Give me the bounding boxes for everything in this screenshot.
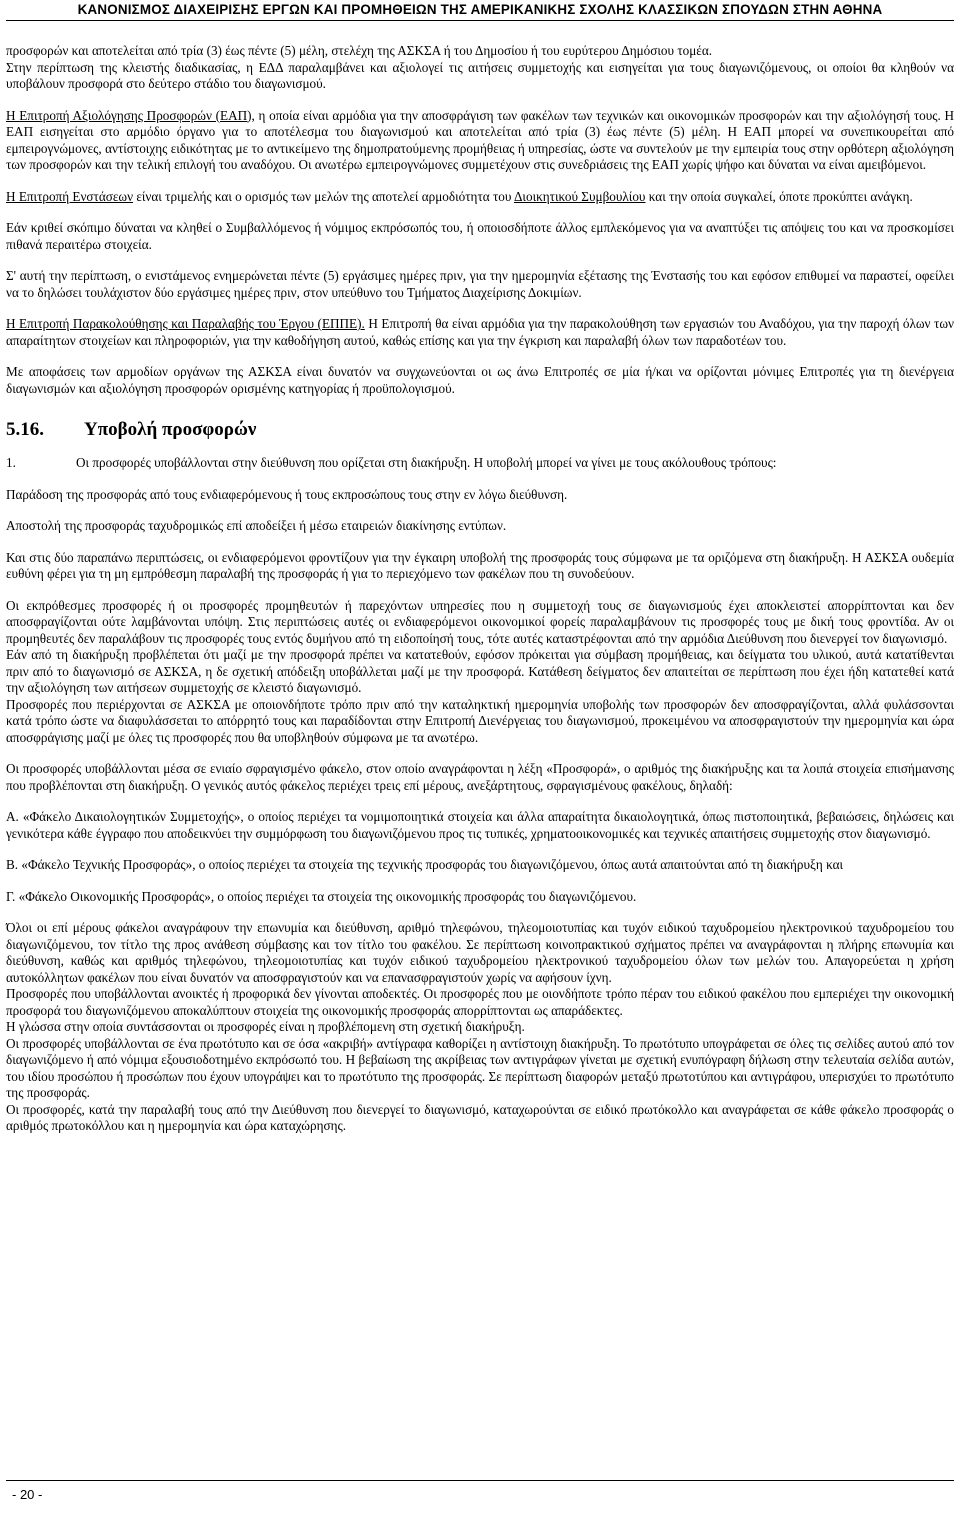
paragraph-folder-a: Α. «Φάκελο Δικαιολογητικών Συμμετοχής», ο οποίος περιέχει τα νομιμοποιητικά στοιχεία και άλλα απαραίτητα δικαιολογητικά, όπως πιστοποιητικά, βεβαιώσεις, δηλώσεις και γενικότερα κάθε έγγραφο που αποδεικνύει την συμμόρφωση του διαγωνιζόμενου προς τις τυπικές, χρηματοοικονομικές και τεχνικές απαιτήσεις συμμετοχής στον διαγωνισμό. [6,809,954,841]
paragraph: Προσφορές που περιέρχονται σε ΑΣΚΣΑ με οποιονδήποτε τρόπο πριν από την καταληκτική ημερομηνία υποβολής των προσφορών δεν αποσφραγίζονται, αλλά φυλάσσονται κατά τρόπο ώστε να διαφυλάσσεται το απόρρητό τους και παραδίδονται στην Επιτροπή Διενέργειας του διαγωνισμού, προκειμένου να αποσφραγιστούν την ημερομηνία και ώρα αποσφράγισης μαζί με όλες τις προσφορές που θα υποβληθούν σύμφωνα με τα ανωτέρω. [6,696,954,745]
page-number: - 20 - [12,1487,43,1502]
committee-name: Η Επιτροπή Παρακολούθησης και Παραλαβής του Έργου (ΕΠΠΕ). [6,316,365,331]
paragraph-text: η οποία είναι αρμόδια για την αποσφράγιση των φακέλων των τεχνικών και οικονομικών προσφορών και την αξιολόγησή τους. Η ΕΑΠ εισηγείται στο αρμόδιο όργανο για το αποτέλεσμα του διαγωνισμού και αποτελείται από τρία (3) έως πέντε (5) μέλη. Η ΕΑΠ μπορεί να συνεπικουρείται από εμπειρογνώμονες, αντίστοιχης ειδικότητας με το αντικείμενο της δημοπρατούμενης προμήθειας ή υπηρεσίας, ώστε να συντελούν με την εμπειρία τους στην ορθότερη αξιολόγηση των προσφορών και την τελική επιλογή του αναδόχου. Οι ανωτέρω εμπειρογνώμονες συμμετέχουν στις συνεδριάσεις της ΕΑΠ χωρίς ψήφο και δύναται να είναι αμειβόμενοι. [6,107,954,172]
page-content [6,21,954,1135]
paragraph-text: Η Επιτροπή θα είναι αρμόδια για την παρακολούθηση των εργασιών του Αναδόχου, για την παροχή όλων των απαραίτητων στοιχείων και πληροφοριών, για την καθοδήγηση αυτού, καθώς επίσης και για την έγκριση και παραλαβή όλων των παραδοτέων του. [6,316,954,348]
paragraph: Οι προσφορές υποβάλλονται μέσα σε ενιαίο σφραγισμένο φάκελο, στον οποίο αναγράφονται η λέξη «Προσφορά», ο αριθμός της διακήρυξης και τα λοιπά στοιχεία επισήμανσης που προβλέπονται στη διακήρυξη. Ο γενικός αυτός φάκελος περιέχει τρεις επί μέρους, ανεξάρτητους, σφραγισμένους φακέλους, δηλαδή: [6,761,954,793]
running-header: ΚΑΝΟΝΙΣΜΟΣ ΔΙΑΧΕΙΡΙΣΗΣ ΕΡΓΩΝ ΚΑΙ ΠΡΟΜΗΘΕΙΩΝ ΤΗΣ ΑΜΕΡΙΚΑΝΙΚΗΣ ΣΧΟΛΗΣ ΚΛΑΣΣΙΚΩΝ ΣΠΟΥΔΩΝ ΣΤΗΝ ΑΘΗΝΑ [77,2,883,17]
paragraph: Στην περίπτωση της κλειστής διαδικασίας, η ΕΔΔ παραλαμβάνει και αξιολογεί τις αιτήσεις συμμετοχής και εισηγείται για τους διαγωνιζόμενους, οι οποίοι θα κληθούν να υποβάλουν προσφορά στο δεύτερο στάδιο του διαγωνισμού. [6,59,954,91]
paragraph-text: είναι τριμελής και ο ορισμός των μελών της αποτελεί αρμοδιότητα του [133,188,514,204]
paragraph: Η γλώσσα στην οποία συντάσσονται οι προσφορές είναι η προβλέπομενη στη σχετική διακήρυξη. [6,1019,525,1034]
paragraph: Σ' αυτή την περίπτωση, ο ενιστάμενος ενημερώνεται πέντε (5) εργάσιμες ημέρες πριν, για την ημερομηνία εξέτασης της Ένστασής του και εφόσον επιθυμεί να παραστεί, οφείλει να το δηλώσει τουλάχιστον δύο εργάσιμες ημέρες πριν, στον υπεύθυνο του Τμήματος Διαχείρισης Δοκιμίων. [6,268,954,300]
paragraph: Οι εκπρόθεσμες προσφορές ή οι προσφορές προμηθευτών ή παρεχόντων υπηρεσίες που η συμμετοχή τους σε διαγωνισμούς έχει αποκλειστεί απορρίπτονται και δεν αποσφραγίζονται ούτε λαμβάνονται υπόψη. Στις περιπτώσεις αυτές οι ενδιαφερόμενοι οικονομικοί φορείς παραλαμβάνουν τις προσφορές τους με δική τους φροντίδα. Αν οι προμηθευτές δεν παραλάβουν τις προσφορές τους εντός δυμήνου από τη ειδοποίησή τους, τότε αυτές καταστρέφονται από την αρμόδια Διεύθυνση που διενεργεί τον διαγωνισμό. [6,597,954,646]
board-name: Διοικητικού Συμβουλίου [513,188,646,204]
section-title: Υποβολή προσφορών [84,419,257,440]
paragraph: Εάν κριθεί σκόπιμο δύναται να κληθεί ο Συμβαλλόμενος ή νόμιμος εκπρόσωπός του, ή οποιοσδήποτε άλλος εμπλεκόμενος για να αναπτύξει τις απόψεις του και να προσκομίσει πιθανά περαιτέρω στοιχεία. [6,220,954,252]
item-text: Οι προσφορές υποβάλλονται στην διεύθυνση που ορίζεται στη διακήρυξη. Η υποβολή μπορεί να γίνει με τους ακόλουθους τρόπους: [76,455,777,470]
paragraph: Και στις δύο παραπάνω περιπτώσεις, οι ενδιαφερόμενοι φροντίζουν για την έγκαιρη υποβολή της προσφοράς τους σύμφωνα με τα οριζόμενα στη διακήρυξη. Η ΑΣΚΣΑ ουδεμία ευθύνη φέρει για τη μη εμπρόθεσμη παραλαβή της προσφοράς ή για το περιεχόμενο των φακέλων που τη συνοδεύουν. [6,549,954,581]
paragraph: προσφορών και αποτελείται από τρία (3) έως πέντε (5) μέλη, στελέχη της ΑΣΚΣΑ ή του Δημοσίου ή του ευρύτερου Δημόσιου τομέα. [6,43,713,58]
item-number: 1. [6,455,16,470]
paragraph: Εάν από τη διακήρυξη προβλέπεται ότι μαζί με την προσφορά πρέπει να κατατεθούν, εφόσον πρόκειται για σύμβαση προμήθειας, και δείγματα του υλικού, αυτά κατατίθενται πριν από το διαγωνισμό σε ΑΣΚΣΑ, η δε σχετική απόδειξη υποβάλλεται μαζί με την προσφορά. Κατάθεση δείγματος δεν απαιτείται σε περίπτωση που έχει ήδη κατατεθεί κατά την αξιολόγηση των αιτήσεων συμμετοχής σε κλειστό διαγωνισμό. [6,647,954,695]
committee-name: Η Επιτροπή Ενστάσεων [6,188,134,204]
paragraph: Προσφορές που υποβάλλονται ανοικτές ή προφορικά δεν γίνονται αποδεκτές. Οι προσφορές που με οιονδήποτε τρόπο πέραν του ειδικού φακέλου που εμπεριέχει την οικονομική προσφορά του διαγωνιζόμενου αποκαλύπτουν στοιχεία της οικονομικής προσφοράς απορρίπτονται ως απαράδεκτες. [6,986,954,1018]
paragraph: Οι προσφορές, κατά την παραλαβή τους από την Διεύθυνση που διενεργεί το διαγωνισμό, καταχωρούνται σε ειδικό πρωτόκολλο και αναγράφεται σε κάθε φάκελο προσφοράς ο αριθμός πρωτοκόλλου και η ημερομηνία και ώρα καταχώρησης. [6,1101,954,1133]
paragraph-folder-c: Γ. «Φάκελο Οικονομικής Προσφοράς», ο οποίος περιέχει τα στοιχεία της οικονομικής προσφοράς του διαγωνιζόμενου. [6,888,637,904]
paragraph-text: και την οποία συγκαλεί, όποτε προκύπτει ανάγκη. [645,188,913,204]
section-number: 5.16. [6,419,44,440]
page-footer [6,1480,954,1516]
paragraph: Οι προσφορές υποβάλλονται σε ένα πρωτότυπο και σε όσα «ακριβή» αντίγραφα καθορίζει η αντίστοιχη διακήρυξη. Το πρωτότυπο υπογράφεται σε όλες τις σελίδες αυτού από τον διαγωνιζόμενο ή από νόμιμα εξουσιοδοτημένο εκπρόσωπό του. Η βεβαίωση της ακρίβειας των αντιγράφων γίνεται με σχετική ενυπόγραφη δήλωση στην τελευταία σελίδα αυτών, του ιδίου προσώπου ή προσώπων που έχουν υπογράψει και το πρωτότυπο της προσφοράς. Σε περίπτωση διαφορών μεταξύ πρωτοτύπου και αντιγράφου, υπερισχύει το πρωτότυπο της προσφοράς. [6,1035,954,1100]
paragraph: Αποστολή της προσφοράς ταχυδρομικώς επί αποδείξει ή μέσω εταιρειών διακίνησης εντύπων. [6,518,507,533]
paragraph-folder-b: Β. «Φάκελο Τεχνικής Προσφοράς», ο οποίος περιέχει τα στοιχεία της τεχνικής προσφοράς του διαγωνιζόμενου, όπως αυτά απαιτούνται από τη διακήρυξη και [6,857,844,872]
paragraph: Όλοι οι επί μέρους φάκελοι αναγράφουν την επωνυμία και διεύθυνση, αριθμό τηλεφώνου, τηλεομοιοτυπίας και τυχόν ειδικού ταχυδρομείου ηλεκτρονικού ταχυδρομείου του διαγωνιζόμενου, τον τίτλο της προς ανάθεση σύμβασης και τον τίτλο του φακέλου. Σε περίπτωση κοινοπρακτικού σχήματος πρέπει να αναγράφονται η πλήρης επωνυμία και διεύθυνση, καθώς και αριθμός τηλεφώνου, τηλεομοιοτυπίας και τυχόν ειδικού ταχυδρομείου ηλεκτρονικού ταχυδρομείου όλων των μελών του. Απαγορεύεται η χρήση αυτοκόλλητων φακέλων που είναι δυνατόν να αποσφραγιστούν και να επανασφραγιστούν χωρίς να αφήσουν ίχνη. [6,920,954,985]
paragraph: Με αποφάσεις των αρμοδίων οργάνων της ΑΣΚΣΑ είναι δυνατόν να συγχωνεύονται οι ως άνω Επιτροπές σε μία ή/και να ορίζονται μόνιμες Επιτροπές για τη διενέργεια διαγωνισμών και αξιολόγηση προσφορών ορισμένης κατηγορίας ή προϋπολογισμού. [6,364,954,396]
paragraph-evaluation-committee [6,108,954,174]
committee-name: Η Επιτροπή Αξιολόγησης Προσφορών (ΕΑΠ), [6,107,255,123]
section-heading [6,419,954,441]
paragraph-monitoring-committee [6,316,954,349]
paragraph-objections-committee [6,189,954,206]
numbered-item [6,455,954,472]
paragraph: Παράδοση της προσφοράς από τους ενδιαφερόμενους ή τους εκπροσώπους τους στην εν λόγω διεύθυνση. [6,486,568,502]
